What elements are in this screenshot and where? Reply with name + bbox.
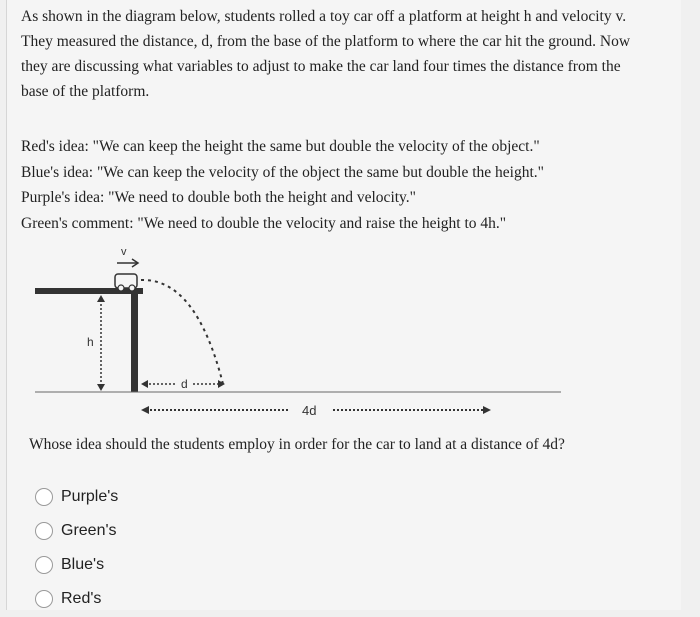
question-text bbox=[21, 4, 671, 104]
d-label: d bbox=[181, 377, 188, 391]
height-arrow-icon bbox=[97, 295, 105, 391]
question-line: They measured the distance, d, from the base of the platform to where the car hit the ground. Now bbox=[21, 33, 631, 50]
choice-blue[interactable] bbox=[35, 548, 118, 582]
idea-green: Green's comment: "We need to double the velocity and raise the height to 4h." bbox=[21, 214, 507, 232]
choice-red[interactable] bbox=[35, 582, 118, 616]
question-line: they are discussing what variables to adjust to make the car land four times the distance from the bbox=[21, 58, 621, 75]
idea-blue: Blue's idea: "We can keep the velocity of the object the same but double the height." bbox=[21, 163, 544, 181]
radio-button[interactable] bbox=[35, 590, 53, 608]
choice-label: Green's bbox=[61, 522, 117, 539]
choice-label: Purple's bbox=[61, 488, 119, 505]
trajectory-path bbox=[141, 280, 223, 384]
platform-wall bbox=[131, 288, 138, 392]
answer-choices bbox=[35, 480, 118, 616]
choice-label: Red's bbox=[61, 590, 102, 607]
platform-top bbox=[35, 288, 143, 294]
projectile-diagram bbox=[21, 238, 581, 428]
idea-red: Red's idea: "We can keep the height the same but double the velocity of the object." bbox=[21, 138, 540, 155]
idea-purple: Purple's idea: "We need to double both the height and velocity." bbox=[21, 189, 417, 206]
height-label: h bbox=[87, 335, 94, 349]
question-line: As shown in the diagram below, students rolled a toy car off a platform at height h and velocity v. bbox=[21, 8, 627, 25]
velocity-arrow-icon bbox=[117, 259, 138, 267]
radio-button[interactable] bbox=[35, 488, 53, 506]
radio-button[interactable] bbox=[35, 556, 53, 574]
radio-button[interactable] bbox=[35, 522, 53, 540]
ideas-list bbox=[21, 134, 671, 236]
choice-label: Blue's bbox=[61, 556, 105, 573]
question-line: base of the platform. bbox=[21, 83, 150, 100]
question-container bbox=[6, 0, 681, 610]
toy-car-icon bbox=[115, 274, 137, 291]
choice-purple[interactable] bbox=[35, 480, 118, 514]
velocity-label: v bbox=[121, 246, 127, 258]
four-d-label: 4d bbox=[302, 403, 317, 418]
question-prompt: Whose idea should the students employ in order for the car to land at a distance of 4d? bbox=[29, 436, 565, 453]
choice-green[interactable] bbox=[35, 514, 118, 548]
